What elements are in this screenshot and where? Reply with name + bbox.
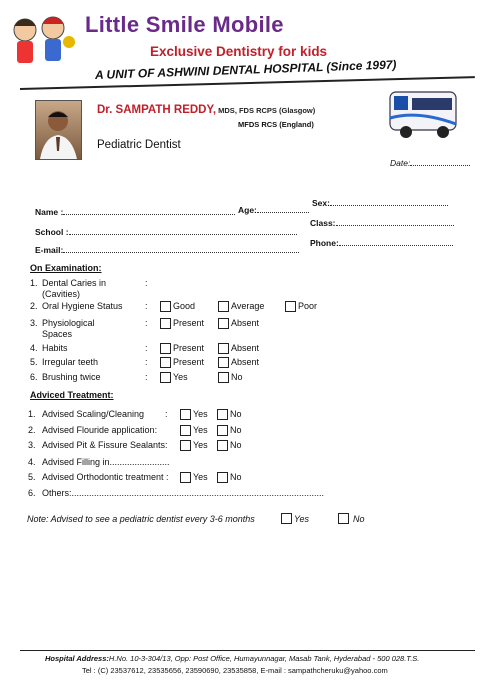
exam-row-number: 6. bbox=[30, 372, 38, 382]
exam-row-colon: : bbox=[145, 372, 148, 382]
treatment-option-checkbox[interactable] bbox=[180, 425, 191, 436]
name-field[interactable] bbox=[35, 206, 235, 217]
treatment-heading: Adviced Treatment: bbox=[30, 390, 114, 400]
exam-option-checkbox[interactable] bbox=[160, 301, 171, 312]
exam-option-label: No bbox=[231, 372, 243, 382]
treatment-option-label: Yes bbox=[193, 472, 208, 482]
treatment-option-checkbox[interactable] bbox=[180, 409, 191, 420]
exam-row-number: 3. bbox=[30, 318, 38, 328]
exam-row-label: Brushing twice bbox=[42, 372, 101, 382]
school-label: School : bbox=[35, 227, 69, 237]
date-field[interactable] bbox=[390, 157, 470, 168]
exam-option-label: Present bbox=[173, 318, 205, 328]
age-label: Age: bbox=[238, 205, 257, 215]
phone-label: Phone: bbox=[310, 238, 339, 248]
exam-option-checkbox[interactable] bbox=[218, 372, 229, 383]
exam-option-checkbox[interactable] bbox=[160, 372, 171, 383]
doctor-qualifications: MDS, FDS RCPS (Glasgow) bbox=[216, 106, 316, 115]
exam-row-label-line2: Spaces bbox=[42, 329, 73, 339]
examination-heading: On Examination: bbox=[30, 263, 102, 273]
exam-option-label: Absent bbox=[231, 318, 260, 328]
note-yes-label: Yes bbox=[294, 514, 310, 524]
footer-contact: Tel : (C) 23537612, 23535656, 23590690, 23535858, E-mail : sampathcheruku@yahoo.com bbox=[82, 666, 388, 675]
treatment-option-checkbox[interactable] bbox=[217, 472, 228, 483]
exam-option-label: Poor bbox=[298, 301, 318, 311]
exam-row-number: 4. bbox=[30, 343, 38, 353]
exam-option-label: Present bbox=[173, 357, 205, 367]
sex-field[interactable] bbox=[312, 197, 448, 208]
exam-option-checkbox[interactable] bbox=[160, 318, 171, 329]
treatment-option-checkbox[interactable] bbox=[217, 425, 228, 436]
treatment-row-label: Advised Pit & Fissure Sealants: bbox=[42, 440, 168, 450]
treatment-option-label: No bbox=[230, 472, 242, 482]
name-label: Name : bbox=[35, 207, 64, 217]
treatment-option-label: Yes bbox=[193, 440, 208, 450]
exam-option-label: Good bbox=[173, 301, 196, 311]
note-no-label: No bbox=[353, 514, 365, 524]
treatment-option-checkbox[interactable] bbox=[180, 472, 191, 483]
phone-field[interactable] bbox=[310, 237, 453, 248]
treatment-row-label: Advised Orthodontic treatment : bbox=[42, 472, 169, 482]
exam-row-label: Physiological bbox=[42, 318, 95, 328]
treatment-row-number: 5. bbox=[28, 472, 36, 482]
treatment-row-number: 6. bbox=[28, 488, 36, 498]
exam-row-colon: : bbox=[145, 357, 148, 367]
note-no-checkbox[interactable] bbox=[338, 513, 349, 524]
followup-note: Note: Advised to see a pediatric dentist every 3-6 months bbox=[27, 514, 255, 524]
treatment-option-label: Yes bbox=[193, 425, 208, 435]
treatment-row-number: 4. bbox=[28, 457, 36, 467]
exam-row-colon: : bbox=[145, 278, 148, 288]
exam-option-checkbox[interactable] bbox=[218, 318, 229, 329]
exam-row-label-line2: (Cavities) bbox=[42, 289, 81, 299]
doctor-name-line bbox=[97, 104, 315, 116]
treatment-row-label: Others:..................................................................................................... bbox=[42, 488, 325, 498]
exam-option-checkbox[interactable] bbox=[160, 343, 171, 354]
school-field[interactable] bbox=[35, 226, 297, 237]
exam-option-checkbox[interactable] bbox=[218, 343, 229, 354]
exam-option-label: Yes bbox=[173, 372, 188, 382]
treatment-row-label: Advised Filling in........................ bbox=[42, 457, 170, 467]
exam-row-colon: : bbox=[145, 318, 148, 328]
exam-option-label: Present bbox=[173, 343, 205, 353]
hospital-unit-line: A UNIT OF ASHWINI DENTAL HOSPITAL (Since 1997) bbox=[94, 57, 397, 82]
doctor-photo bbox=[35, 100, 82, 160]
exam-row-label: Irregular teeth bbox=[42, 357, 99, 367]
exam-row-number: 2. bbox=[30, 301, 38, 311]
address-label: Hospital Address: bbox=[45, 654, 109, 663]
brand-title: Little Smile Mobile bbox=[85, 12, 284, 37]
mobile-bus-image bbox=[388, 84, 460, 142]
treatment-row-number: 3. bbox=[28, 440, 36, 450]
doctor-specialty: Pediatric Dentist bbox=[97, 139, 181, 151]
doctor-qualifications-2: MFDS RCS (England) bbox=[238, 120, 314, 129]
brand-tagline: Exclusive Dentistry for kids bbox=[150, 44, 328, 59]
treatment-option-checkbox[interactable] bbox=[180, 440, 191, 451]
treatment-option-label: Yes bbox=[193, 409, 208, 419]
exam-option-label: Average bbox=[231, 301, 265, 311]
kids-logo bbox=[3, 12, 81, 72]
exam-option-checkbox[interactable] bbox=[218, 357, 229, 368]
class-label: Class: bbox=[310, 218, 336, 228]
email-label: E-mail: bbox=[35, 245, 64, 255]
email-field[interactable] bbox=[35, 244, 299, 255]
exam-option-checkbox[interactable] bbox=[285, 301, 296, 312]
treatment-row-number: 2. bbox=[28, 425, 36, 435]
treatment-option-label: No bbox=[230, 409, 242, 419]
date-label: Date: bbox=[390, 158, 411, 168]
address-text: H.No. 10-3-304/13, Opp: Post Office, Humayunnagar, Masab Tank, Hyderabad - 500 028.T.S. bbox=[108, 654, 420, 663]
exam-row-label: Oral Hygiene Status bbox=[42, 301, 123, 311]
exam-row-label: Habits bbox=[42, 343, 68, 353]
treatment-row-label: Advised Flouride application: bbox=[42, 425, 158, 435]
treatment-option-label: No bbox=[230, 440, 242, 450]
age-field[interactable] bbox=[238, 204, 309, 215]
exam-row-colon: : bbox=[145, 301, 148, 311]
treatment-row-colon: : bbox=[165, 409, 168, 419]
exam-row-number: 5. bbox=[30, 357, 38, 367]
exam-row-colon: : bbox=[145, 343, 148, 353]
treatment-row-number: 1. bbox=[28, 409, 36, 419]
exam-row-number: 1. bbox=[30, 278, 38, 288]
treatment-option-label: No bbox=[230, 425, 242, 435]
exam-option-label: Absent bbox=[231, 357, 260, 367]
class-field[interactable] bbox=[310, 217, 454, 228]
treatment-option-checkbox[interactable] bbox=[217, 409, 228, 420]
exam-option-checkbox[interactable] bbox=[160, 357, 171, 368]
note-yes-checkbox[interactable] bbox=[281, 513, 292, 524]
doctor-name: Dr. SAMPATH REDDY, bbox=[97, 104, 217, 116]
sex-label: Sex: bbox=[312, 198, 330, 208]
treatment-row-label: Advised Scaling/Cleaning bbox=[42, 409, 145, 419]
exam-option-label: Absent bbox=[231, 343, 260, 353]
treatment-option-checkbox[interactable] bbox=[217, 440, 228, 451]
exam-row-label: Dental Caries in bbox=[42, 278, 107, 288]
footer-address bbox=[45, 654, 419, 663]
footer-divider bbox=[20, 650, 475, 651]
exam-option-checkbox[interactable] bbox=[218, 301, 229, 312]
